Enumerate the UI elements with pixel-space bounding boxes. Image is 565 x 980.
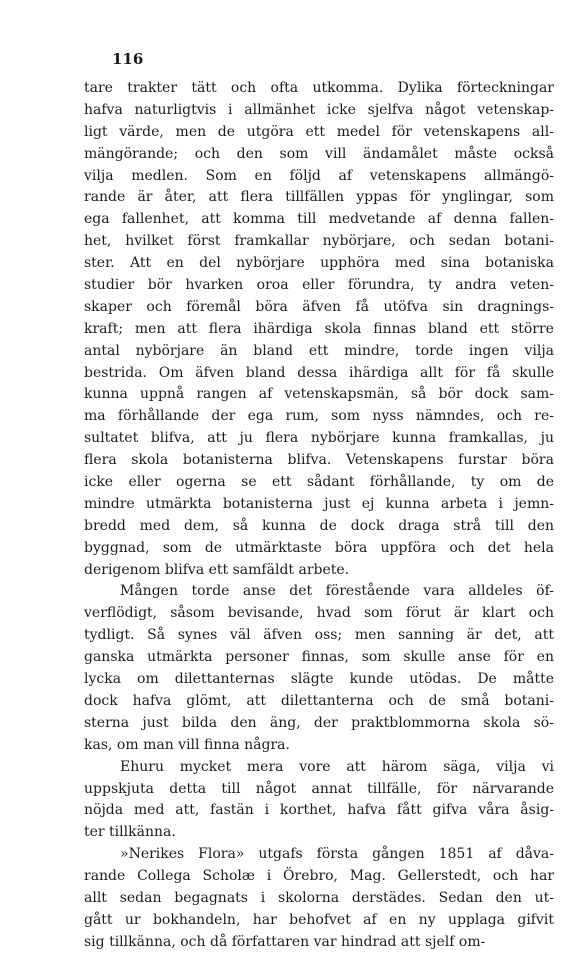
text-line: dock hafva glömt, att dilettanterna och de små botani- <box>84 692 555 709</box>
text-line: derigenom blifva ett samfäldt arbete. <box>84 561 350 578</box>
text-line: lycka om dilettanternas slägte kunde utödas. De måtte <box>84 671 554 688</box>
text-line: bestrida. Om äfven bland dessa ihärdiga allt för få skulle <box>84 364 555 381</box>
text-line: hafva naturligtvis i allmänhet icke sjelfva något vetenskap- <box>84 101 555 118</box>
text-line: ligt värde, men de utgöra ett medel för vetenskapens all- <box>84 123 554 140</box>
text-line: kraft; men att flera ihärdiga skola finnas bland ett större <box>84 320 554 337</box>
text-line: flera skola botanisterna blifva. Vetenskapens furstar böra <box>84 452 554 469</box>
text-line: byggnad, som de utmärktaste böra uppföra och det hela <box>84 539 554 556</box>
text-line: vilja medlen. Som en följd af vetenskapens allmängö- <box>84 167 555 184</box>
body-text <box>84 78 562 954</box>
text-line: ma förhållande der ega rum, som nyss nämndes, och re- <box>84 408 554 425</box>
text-line: allt sedan begagnats i skolorna derstädes. Sedan den ut- <box>84 889 555 906</box>
text-line: tare trakter tätt och ofta utkomma. Dylika förteckningar <box>84 80 554 96</box>
text-line: Ehuru mycket mera vore att härom säga, vilja vi <box>120 758 554 775</box>
text-line: sig tillkänna, och då författaren var hindrad att sjelf om- <box>84 933 486 950</box>
text-line: het, hvilket först framkallar nybörjare, och sedan botani- <box>84 233 554 250</box>
text-line: mindre utmärkta botanisterna just ej kunna arbeta i jemn- <box>84 495 554 512</box>
text-line: gått ur bokhandeln, har behofvet af en ny upplaga gifvit <box>84 911 554 928</box>
text-line: verflödigt, såsom bevisande, hvad som förut är klart och <box>84 605 555 622</box>
text-line: sultatet blifva, att ju flera nybörjare kunna framkallas, ju <box>84 430 554 447</box>
text-line: kas, om man vill finna några. <box>84 736 290 753</box>
text-line: sterna just bilda den äng, der praktblommorna skola sö- <box>84 714 554 731</box>
text-line: ter tillkänna. <box>84 824 176 841</box>
text-line: uppskjuta detta till något annat tillfälle, för närvarande <box>84 780 555 797</box>
page-number: 116 <box>112 50 144 68</box>
text-line: mängörande; och den som vill ändamålet måste också <box>84 145 554 162</box>
text-line: studier bör hvarken oroa eller förundra, ty andra veten- <box>84 277 554 294</box>
text-line: rande Collega Scholæ i Örebro, Mag. Gellerstedt, och har <box>84 868 555 885</box>
text-line: ega fallenhet, att komma till medvetande af denna fallen- <box>84 211 555 228</box>
text-line: rande är åter, att flera tillfällen yppas för ynglingar, som <box>84 189 554 206</box>
text-line: bredd med dem, så kunna de dock draga strå till den <box>84 517 555 534</box>
text-line: skaper och föremål böra äfven få utöfva sin dragnings- <box>84 298 555 315</box>
text-line: antal nybörjare än bland ett mindre, torde ingen vilja <box>84 342 555 359</box>
text-line: tydligt. Så synes väl äfven oss; men sanning är det, att <box>84 627 554 644</box>
text-line: nöjda med att, fastän i korthet, hafva fått gifva våra åsig- <box>84 802 555 819</box>
text-line: kunna uppnå rangen af vetenskapsmän, så bör dock sam- <box>84 386 554 403</box>
text-line: ster. Att en del nybörjare upphöra med sina botaniska <box>84 255 555 272</box>
text-line: Mången torde anse det förestående vara alldeles öf- <box>120 583 555 600</box>
text-line: icke eller ogerna se ett sådant förhållande, ty om de <box>84 474 555 491</box>
text-line: ganska utmärkta personer finnas, som skulle anse för en <box>84 649 554 666</box>
text-line: »Nerikes Flora» utgafs första gången 1851 af dåva- <box>120 846 554 863</box>
